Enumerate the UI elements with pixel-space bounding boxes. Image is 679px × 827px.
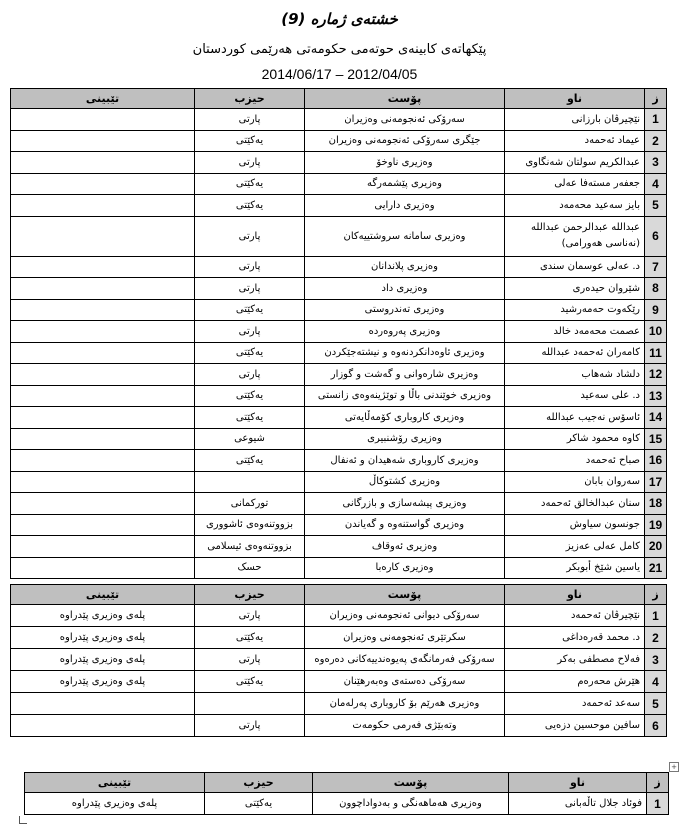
member-name: شێروان حیدەری [505,278,645,300]
row-number: 10 [645,321,667,343]
table-row [11,321,667,343]
member-note [11,536,195,558]
member-name: سنان عبدالخالق ئەحمەد [505,493,645,515]
table-row [11,173,667,195]
member-party: یەکێتی [205,793,313,815]
member-name: صباح ئەحمەد [505,450,645,472]
member-party: شیوعی [195,428,305,450]
member-note [11,428,195,450]
row-number: 7 [645,256,667,278]
member-name: فوئاد جلال تاڵەبانی [509,793,647,815]
member-note [11,173,195,195]
col-header-note: تێبینی [11,89,195,109]
member-note [11,216,195,256]
member-name: عیماد ئەحمەد [505,130,645,152]
member-note [11,342,195,364]
member-party: پارتی [195,715,305,737]
table-row [11,557,667,579]
member-post: وەزیری کشتوکاڵ [305,471,505,493]
member-post: سەرۆکی دیوانی ئەنجومەنی وەزیران [305,605,505,627]
member-note [11,385,195,407]
member-name: سەعد ئەحمەد [505,693,645,715]
member-name: یاسین شێخ أبوبکر [505,557,645,579]
member-note [11,130,195,152]
row-number: 19 [645,514,667,536]
table-row [11,342,667,364]
member-party [195,471,305,493]
member-name: جونسون سیاوش [505,514,645,536]
row-number: 5 [645,195,667,217]
member-post: سەرۆکی ئەنجومەنی وەزیران [305,109,505,131]
row-number: 5 [645,693,667,715]
member-post: سەرۆکی دەستەی وەبەرهێنان [305,671,505,693]
member-name: سافین موحسین دزەیی [505,715,645,737]
member-post: سکرتێری ئەنجومەنی وەزیران [305,627,505,649]
member-note: پلەی وەزیری پێدراوە [11,649,195,671]
member-note [11,693,195,715]
member-post: وەزیری گواستنەوە و گەیاندن [305,514,505,536]
table-row [11,514,667,536]
member-name: کامەران ئەحمەد عبدالله [505,342,645,364]
row-number: 20 [645,536,667,558]
page-title: خشتەی ژمارە (9) [281,10,398,28]
member-name: رێکەوت حەمەرشید [505,299,645,321]
table-row [11,216,667,256]
member-name: د. محمد قەرەداغی [505,627,645,649]
col-header-post: پۆست [305,89,505,109]
member-party: پارتی [195,649,305,671]
col-header-number: ز [647,773,669,793]
member-name: عبدالله عبدالرحمن عبدالله (نەناسی هەورامی) [505,216,645,256]
text-cursor-mark [19,816,27,824]
row-number: 4 [645,173,667,195]
col-header-party: حیزب [205,773,313,793]
row-number: 4 [645,671,667,693]
member-party: پارتی [195,364,305,386]
deputy-table-body [11,605,667,737]
member-name: جعفەر مستەفا عەلی [505,173,645,195]
member-note [11,364,195,386]
row-number: 8 [645,278,667,300]
member-party: پارتی [195,216,305,256]
member-party: یەکێتی [195,671,305,693]
member-post: وەزیری شارەوانی و گەشت و گوزار [305,364,505,386]
member-name: نێچیرڤان ئەحمەد [505,605,645,627]
member-note [11,493,195,515]
table-row [11,493,667,515]
member-note [11,715,195,737]
member-party: یەکێتی [195,342,305,364]
table-row [11,627,667,649]
member-party: پارتی [195,605,305,627]
member-party: یەکێتی [195,385,305,407]
member-party: پارتی [195,256,305,278]
table-row [11,649,667,671]
table-row [11,450,667,472]
member-name: کاوە محمود شاکر [505,428,645,450]
row-number: 15 [645,428,667,450]
table-row [11,109,667,131]
row-number: 2 [645,627,667,649]
row-number: 13 [645,385,667,407]
member-post: وەزیری کاروباری شەهیدان و ئەنفال [305,450,505,472]
deputy-table [10,584,667,737]
member-party: بزووتنەوەی ئاشووری [195,514,305,536]
member-party: پارتی [195,109,305,131]
row-number: 3 [645,152,667,174]
member-party: یەکێتی [195,299,305,321]
member-party [195,693,305,715]
date-range: 2014/06/17 – 2012/04/05 [261,66,418,82]
col-header-note: تێبینی [11,585,195,605]
member-party: یەکێتی [195,450,305,472]
member-party: یەکێتی [195,627,305,649]
col-header-name: ناو [509,773,647,793]
member-note [11,109,195,131]
member-name: عصمت محەمەد خالد [505,321,645,343]
cabinet-table [10,88,667,579]
col-header-number: ز [645,89,667,109]
page-subtitle: پێکهاتەی کابینەی حوتەمی حکومەتی هەرێمی کوردستان [192,42,487,57]
col-header-post: پۆست [305,585,505,605]
table-row [11,715,667,737]
member-post: وەزیری تەندروستی [305,299,505,321]
member-party: حسک [195,557,305,579]
table-row [25,793,669,815]
col-header-post: پۆست [313,773,509,793]
row-number: 6 [645,216,667,256]
member-post: وەزیری دارایی [305,195,505,217]
member-party: یەکێتی [195,407,305,429]
member-party: پارتی [195,152,305,174]
member-name: دلشاد شەهاب [505,364,645,386]
table-row [11,536,667,558]
member-party: یەکێتی [195,173,305,195]
table-move-handle-icon[interactable]: + [669,762,679,772]
member-note [11,152,195,174]
table-row [11,256,667,278]
member-name: هێرش محەرەم [505,671,645,693]
member-note [11,256,195,278]
row-number: 1 [645,109,667,131]
member-post: وەزیری سامانە سروشتییەکان [305,216,505,256]
table-row [11,471,667,493]
table-row [11,385,667,407]
member-party: پارتی [195,278,305,300]
member-name: د. علی سەعید [505,385,645,407]
extra-table [24,772,669,815]
extra-table-body [25,793,669,815]
row-number: 14 [645,407,667,429]
member-name: بایز سەعید محەمەد [505,195,645,217]
col-header-name: ناو [505,585,645,605]
member-note [11,195,195,217]
table-row [11,428,667,450]
member-note: پلەی وەزیری پێدراوە [11,627,195,649]
table-row [11,407,667,429]
table-row [11,605,667,627]
table-row [11,364,667,386]
col-header-party: حیزب [195,585,305,605]
row-number: 16 [645,450,667,472]
row-number: 17 [645,471,667,493]
member-name: فەلاح مصطفی بەکر [505,649,645,671]
table-row [11,130,667,152]
col-header-party: حیزب [195,89,305,109]
member-post: وەزیری پلاندانان [305,256,505,278]
member-post: وەزیری پەروەردە [305,321,505,343]
member-name: نێچیرڤان بارزانی [505,109,645,131]
member-note: پلەی وەزیری پێدراوە [11,605,195,627]
member-post: وەزیری خوێندنی باڵا و توێژینەوەی زانستی [305,385,505,407]
member-post: وەزیری ناوخۆ [305,152,505,174]
member-note: پلەی وەزیری پێدراوە [11,671,195,693]
table-row [11,299,667,321]
col-header-name: ناو [505,89,645,109]
table-row [11,278,667,300]
member-name: د. عەلی عوسمان سندی [505,256,645,278]
member-party: تورکمانی [195,493,305,515]
row-number: 18 [645,493,667,515]
table-row [11,195,667,217]
member-name: سەروان بابان [505,471,645,493]
member-note [11,557,195,579]
member-note [11,299,195,321]
member-post: وەزیری پێشمەرگە [305,173,505,195]
member-name: کامل عەلی عەزیز [505,536,645,558]
member-note [11,450,195,472]
member-post: وەزیری ئەوقاف [305,536,505,558]
member-note: پلەی وەزیری پێدراوە [25,793,205,815]
member-party: بزووتنەوەی ئیسلامی [195,536,305,558]
row-number: 12 [645,364,667,386]
member-note [11,321,195,343]
member-post: وەزیری داد [305,278,505,300]
member-post: وەزیری کاروباری کۆمەڵایەتی [305,407,505,429]
member-post: سەرۆکی فەرمانگەی پەیوەندییەکانی دەرەوە [305,649,505,671]
member-note [11,278,195,300]
col-header-number: ز [645,585,667,605]
member-post: وەزیری رۆشنبیری [305,428,505,450]
row-number: 3 [645,649,667,671]
member-post: جێگری سەرۆکی ئەنجومەنی وەزیران [305,130,505,152]
row-number: 1 [645,605,667,627]
member-note [11,514,195,536]
member-post: وتەبێژی فەرمی حکومەت [305,715,505,737]
row-number: 1 [647,793,669,815]
row-number: 2 [645,130,667,152]
member-name: ئاسۆس نەجیب عبدالله [505,407,645,429]
member-post: وەزیری کارەبا [305,557,505,579]
member-party: پارتی [195,321,305,343]
member-party: یەکێتی [195,130,305,152]
member-name: عبدالکریم سولتان شەنگاوی [505,152,645,174]
col-header-note: تێبینی [25,773,205,793]
member-post: وەزیری هەماهەنگی و بەدواداچوون [313,793,509,815]
row-number: 21 [645,557,667,579]
cabinet-table-body [11,109,667,579]
member-post: وەزیری ئاوەدانکردنەوە و نیشتەجێکردن [305,342,505,364]
row-number: 6 [645,715,667,737]
table-row [11,693,667,715]
member-note [11,407,195,429]
table-row [11,671,667,693]
table-row [11,152,667,174]
member-post: وەزیری هەرێم بۆ کاروباری پەرلەمان [305,693,505,715]
member-note [11,471,195,493]
member-post: وەزیری پیشەسازی و بازرگانی [305,493,505,515]
row-number: 9 [645,299,667,321]
member-party: یەکێتی [195,195,305,217]
row-number: 11 [645,342,667,364]
